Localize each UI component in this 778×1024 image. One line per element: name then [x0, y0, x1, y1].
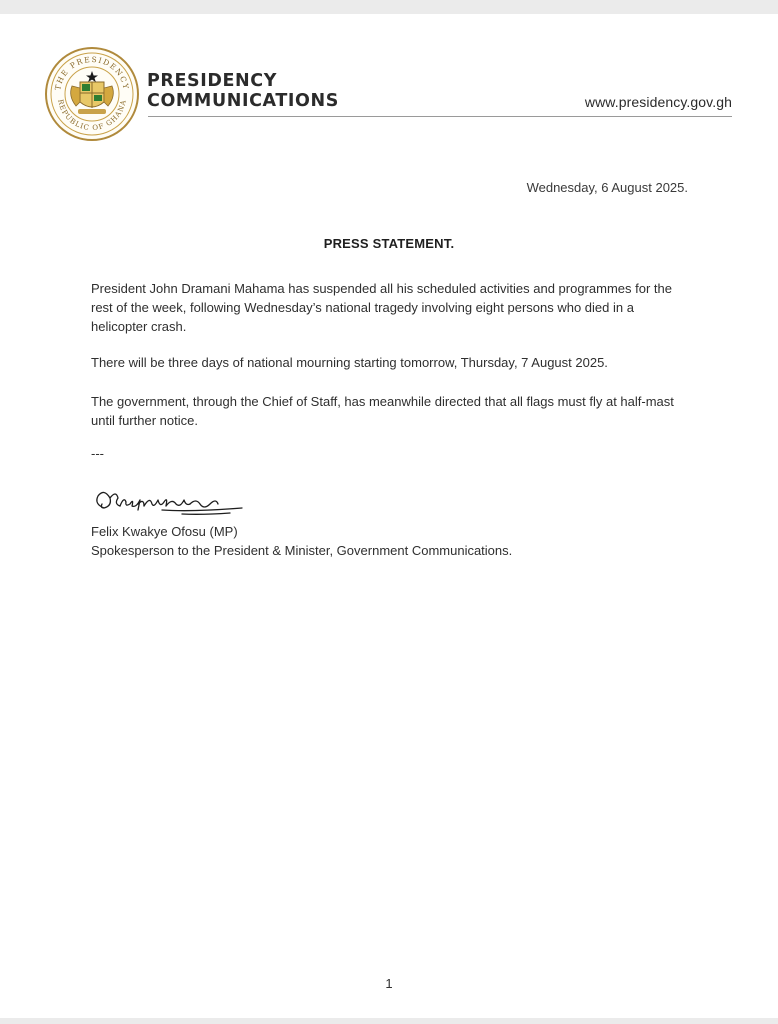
statement-paragraph: President John Dramani Mahama has suspended all his scheduled activities and programmes for the rest of the week, following Wednesday’s national tragedy involving eight persons who died in a helicopter crash.: [91, 281, 672, 334]
document-page: [0, 14, 778, 1018]
brand-line-1: PRESIDENCY: [147, 71, 278, 91]
signatory-block: [91, 522, 512, 560]
statement-paragraph: The government, through the Chief of Staff, has meanwhile directed that all flags must fly at half-mast until further notice.: [91, 394, 674, 428]
signatory-role: Spokesperson to the President & Minister, Government Communications.: [91, 543, 513, 558]
brand-line-2: COMMUNICATIONS: [147, 91, 339, 111]
website-url: www.presidency.gov.gh: [584, 94, 732, 110]
statement-title: PRESS STATEMENT.: [323, 236, 455, 251]
svg-text:THE PRESIDENCY: THE PRESIDENCY: [53, 54, 131, 91]
svg-text:REPUBLIC OF GHANA: REPUBLIC OF GHANA: [56, 98, 128, 133]
page-number: 1: [385, 976, 393, 991]
brand-name: [147, 71, 339, 111]
presidency-seal-logo: [44, 46, 140, 142]
header-divider: [148, 116, 732, 117]
signatory-name: Felix Kwakye Ofosu (MP): [91, 524, 238, 539]
statement-date: Wednesday, 6 August 2025.: [526, 180, 688, 195]
statement-paragraph: There will be three days of national mourning starting tomorrow, Thursday, 7 August 2025.: [91, 355, 608, 370]
separator: ---: [91, 446, 104, 461]
